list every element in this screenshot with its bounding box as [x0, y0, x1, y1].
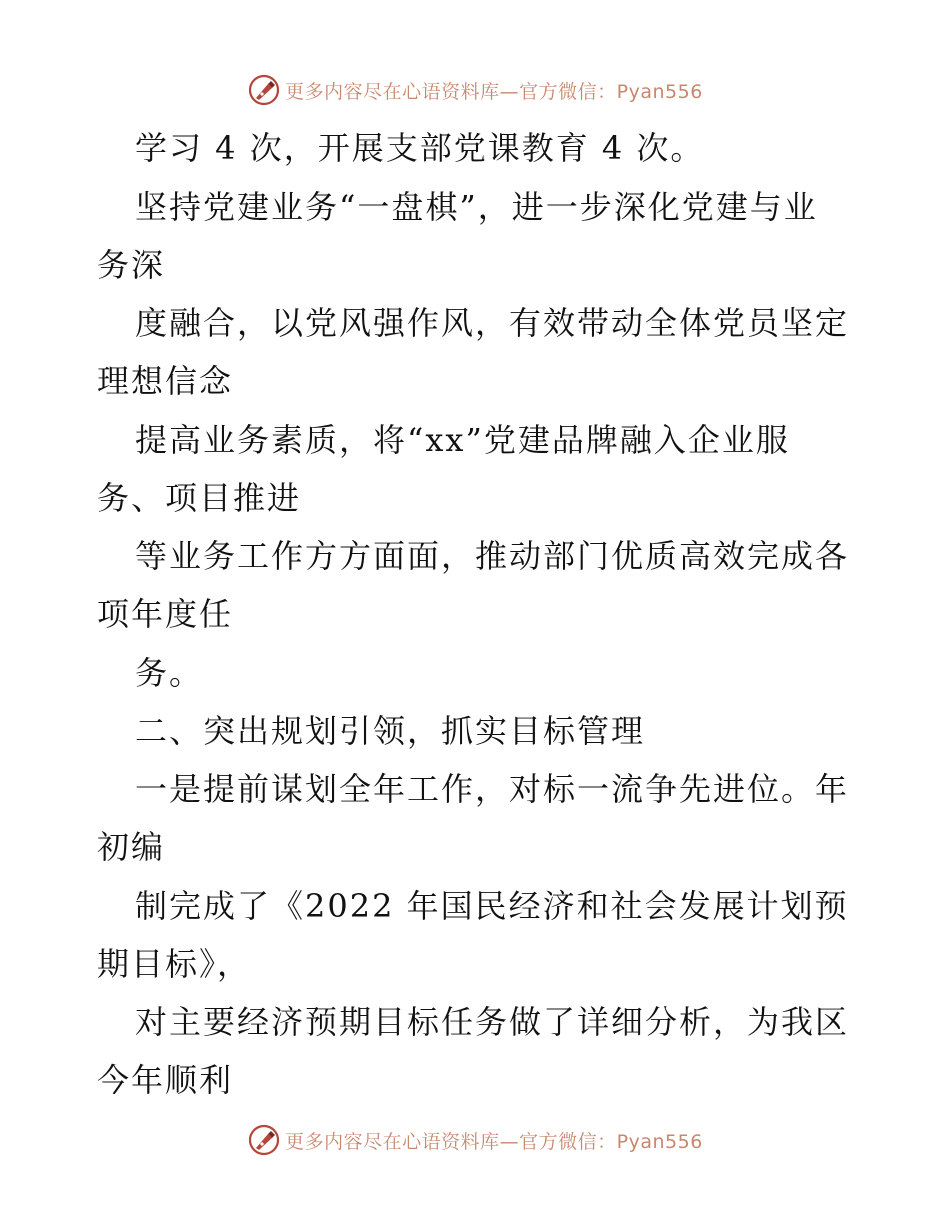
section-heading: 二、突出规划引领，抓实目标管理 [135, 712, 646, 750]
text-line: 初编 [97, 828, 166, 866]
text-line: 对主要经济预期目标任务做了详细分析，为我区 [135, 1003, 850, 1041]
pen-nib-logo-icon [247, 73, 281, 107]
text-line: 学习 4 次，开展支部党课教育 4 次。 [135, 129, 705, 167]
text-line: 理想信念 [97, 362, 234, 400]
text-line: 一是提前谋划全年工作，对标一流争先进位。年 [135, 770, 850, 808]
text-line: 制完成了《2022 年国民经济和社会发展计划预 [135, 887, 849, 925]
text-line: 度融合，以党风强作风，有效带动全体党员坚定 [135, 304, 850, 342]
watermark-text: 更多内容尽在心语资料库—官方微信：Pyan556 [285, 1130, 703, 1153]
text-line: 务。 [135, 654, 204, 692]
text-line: 今年顺利 [97, 1061, 234, 1099]
footer-watermark [0, 1120, 950, 1160]
watermark-text: 更多内容尽在心语资料库—官方微信：Pyan556 [285, 80, 703, 103]
text-line: 项年度任 [97, 595, 234, 633]
header-watermark [0, 70, 950, 110]
text-line: 提高业务素质，将“xx”党建品牌融入企业服 [135, 421, 790, 459]
text-line: 务深 [97, 246, 166, 284]
text-line: 坚持党建业务“一盘棋”，进一步深化党建与业 [135, 188, 818, 226]
text-line: 务、项目推进 [97, 479, 302, 517]
text-line: 等业务工作方方面面，推动部门优质高效完成各 [135, 537, 850, 575]
text-line: 期目标》， [97, 945, 252, 983]
pen-nib-logo-icon [247, 1123, 281, 1157]
